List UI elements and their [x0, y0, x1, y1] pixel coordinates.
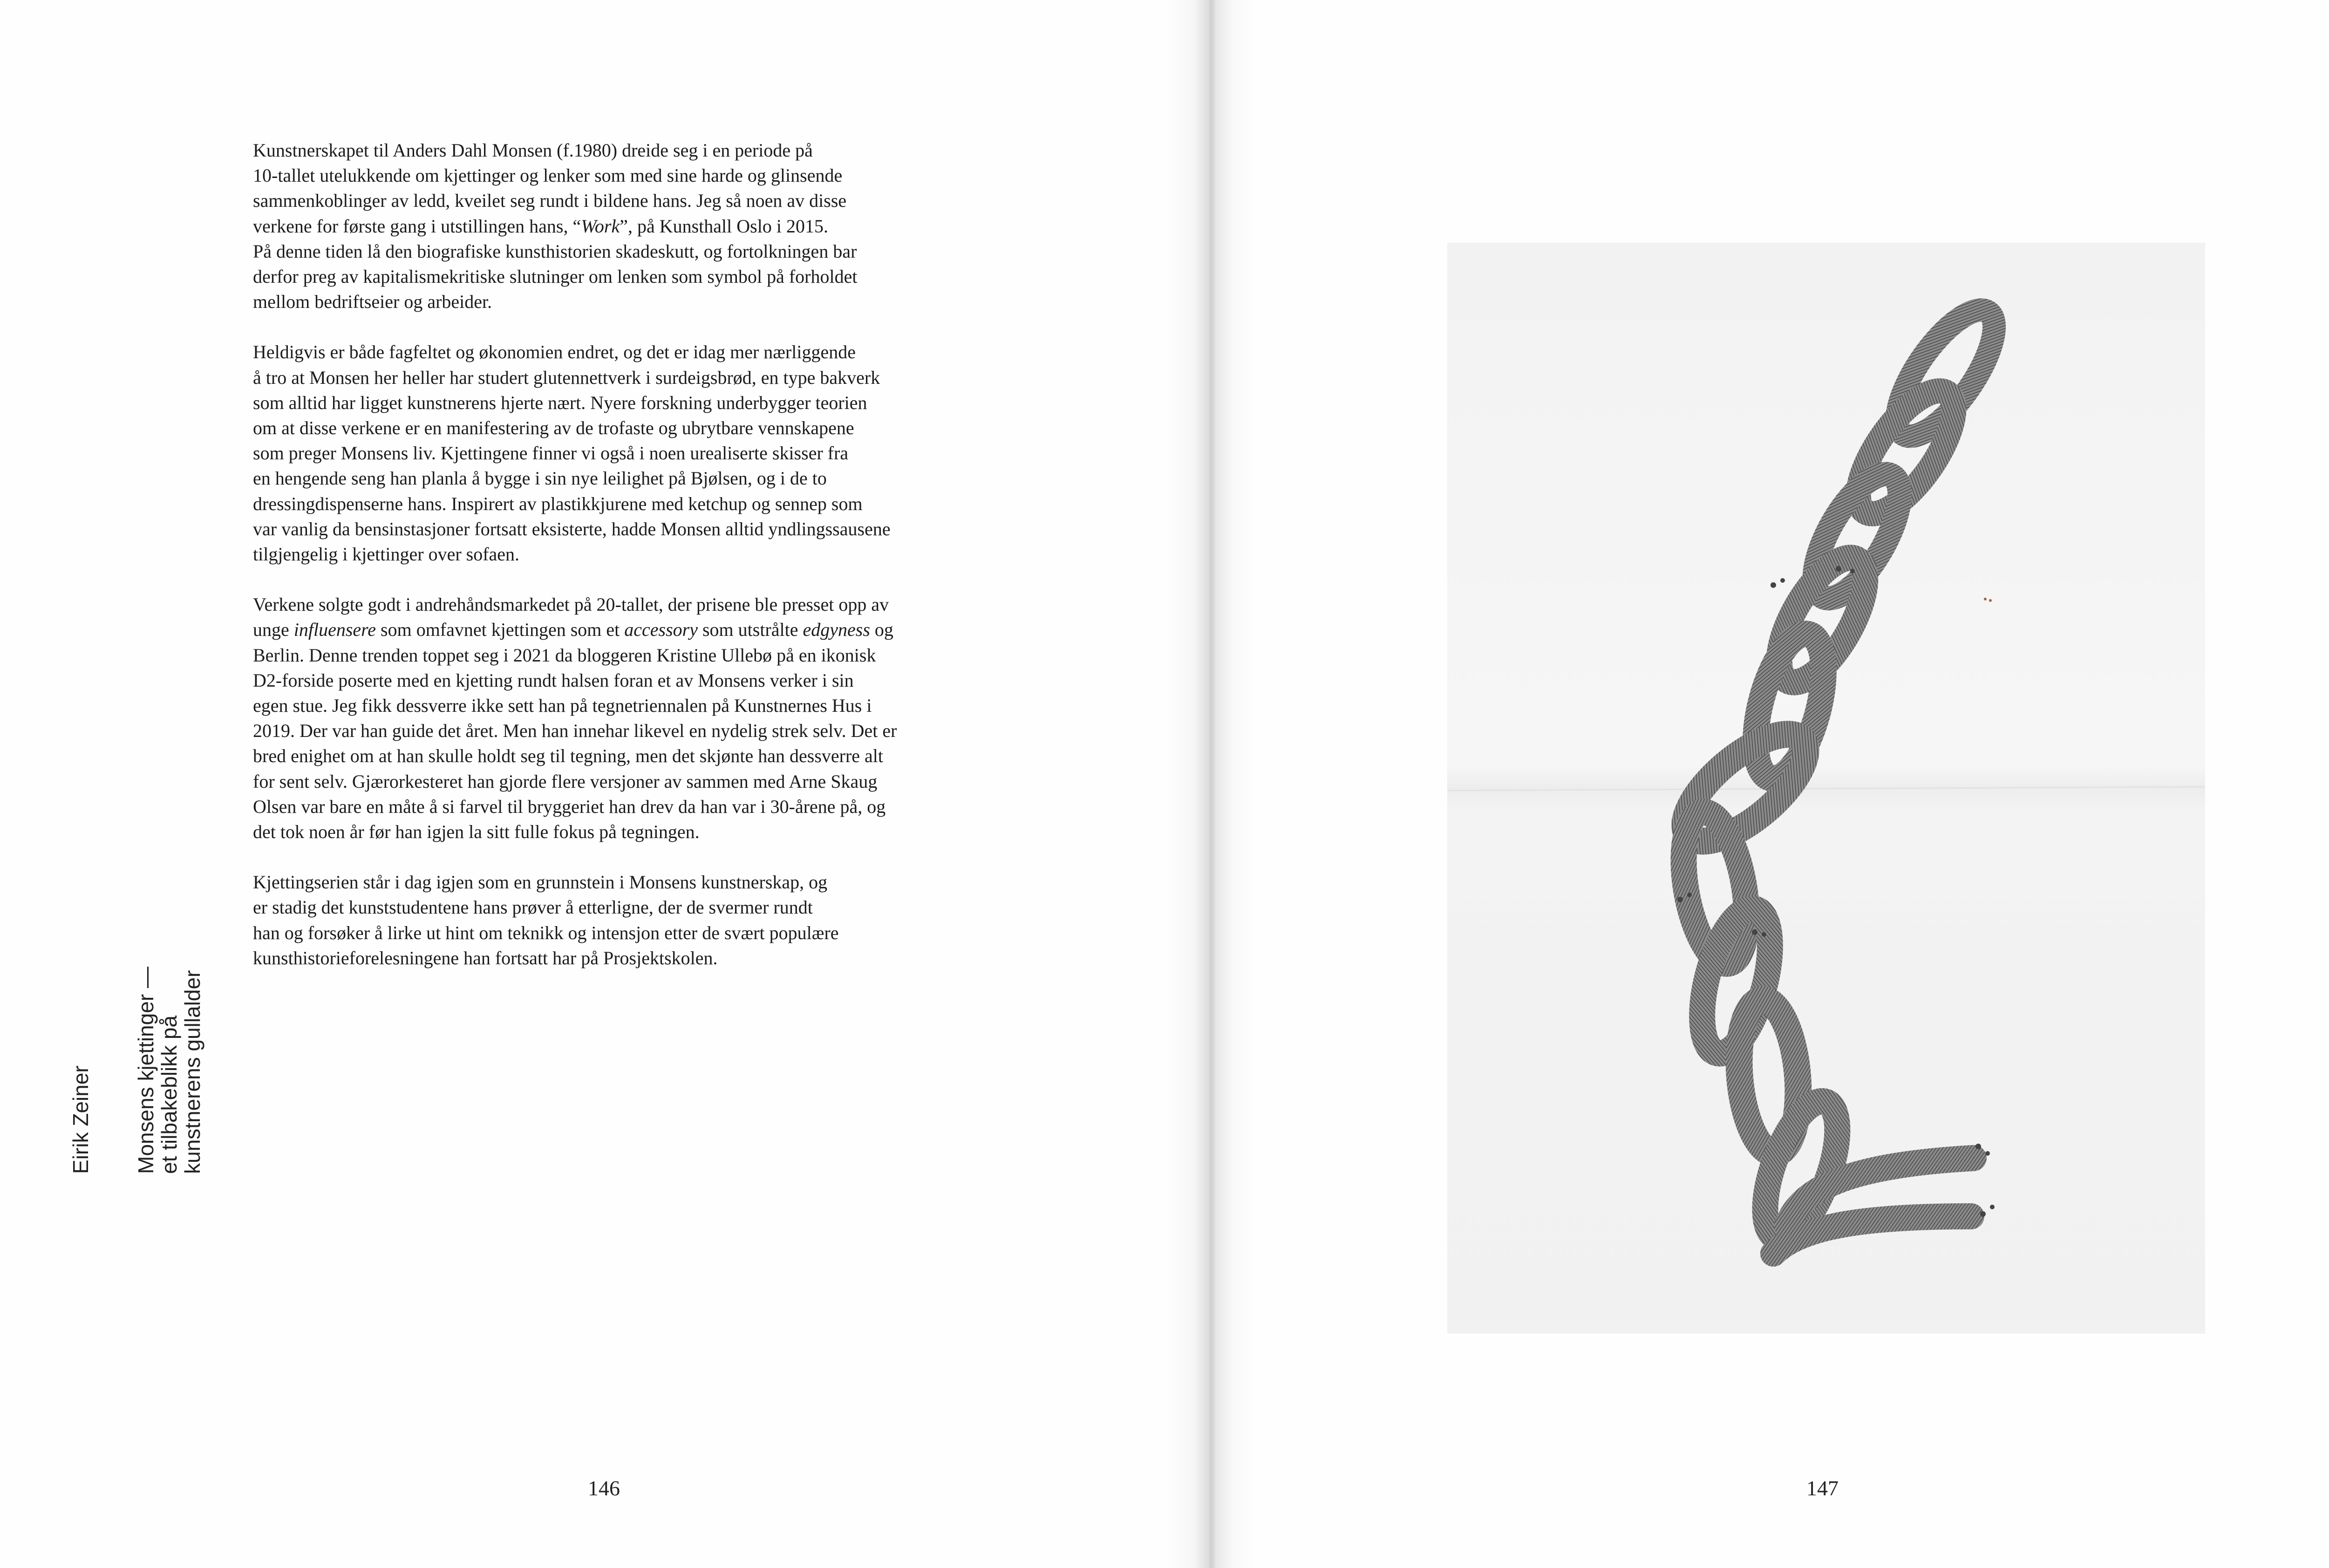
text-line: som preger Monsens liv. Kjettingene finner vi også i noen urealiserte skisser fra — [253, 443, 849, 464]
text-line: dressingdispenserne hans. Inspirert av plastikkjurene med ketchup og sennep som — [253, 493, 863, 514]
text-line: Heldigvis er både fagfeltet og økonomien endret, og det er idag mer nærliggende — [253, 341, 856, 363]
text-line: som alltid har ligget kunstnerens hjerte nært. Nyere forskning underbygger teorien — [253, 392, 867, 413]
text-line: 10-tallet utelukkende om kjettinger og lenker som med sine harde og glinsende — [253, 165, 843, 186]
text-line: å tro at Monsen her heller har studert glutennettverk i surdeigsbrød, en type bakverk — [253, 367, 880, 388]
paragraph-3 — [253, 592, 970, 845]
text-line: egen stue. Jeg fikk dessverre ikke sett han på tegnetriennalen på Kunstnernes Hus i — [253, 695, 872, 716]
text-line: var vanlig da bensinstasjoner fortsatt eksisterte, hadde Monsen alltid yndlingssausene — [253, 518, 891, 539]
book-gutter-shadow — [1167, 0, 1255, 1568]
text-line: D2-forside poserte med en kjetting rundt halsen foran et av Monsens verker i sin — [253, 669, 854, 691]
text-line: Kunstnerskapet til Anders Dahl Monsen (f.1980) dreide seg i en periode på — [253, 140, 813, 161]
text-line: mellom bedriftseier og arbeider. — [253, 291, 492, 313]
text-line: Olsen var bare en måte å si farvel til bryggeriet han drev da han var i 30-årene på, og — [253, 796, 886, 817]
article-body — [253, 138, 970, 996]
text-line: Berlin. Denne trenden toppet seg i 2021 da bloggeren Kristine Ullebø på en ikonisk — [253, 644, 876, 666]
text-line: om at disse verkene er en manifestering av de trofaste og ubrytbare vennskapene — [253, 417, 854, 439]
page-number-left: 146 — [588, 1476, 620, 1500]
text-line: er stadig det kunststudentene hans prøver å etterligne, der de svermer rundt — [253, 897, 813, 918]
text-line: han og forsøker å lirke ut hint om teknikk og intensjon etter de svært populære — [253, 922, 839, 943]
text-line: 2019. Der var han guide det året. Men han innehar likevel en nydelig strek selv. Det er — [253, 720, 897, 742]
text-line: bred enighet om at han skulle holdt seg til tegning, men det skjønte han dessverre alt — [253, 745, 884, 767]
text-line: derfor preg av kapitalismekritiske slutninger om lenken som symbol på forholdet — [253, 266, 858, 287]
vertical-heading — [69, 967, 204, 1174]
title-line: kunstnerens gullalder — [180, 970, 204, 1174]
text-line: unge influensere som omfavnet kjettingen som et accessory som utstrålte edgyness og — [253, 619, 893, 641]
title-line: et tilbakeblikk på — [157, 1015, 181, 1174]
text-line: tilgjengelig i kjettinger over sofaen. — [253, 544, 520, 565]
text-line: for sent selv. Gjærorkesteret han gjorde flere versjoner av sammen med Arne Skaug — [253, 770, 878, 792]
text-line: På denne tiden lå den biografiske kunsthistorien skadeskutt, og fortolkningen bar — [253, 240, 857, 262]
paragraph-2 — [253, 340, 970, 567]
text-line: Kjettingserien står i dag igjen som en grunnstein i Monsens kunstnerskap, og — [253, 872, 828, 893]
paragraph-1 — [253, 138, 970, 314]
page-number-right: 147 — [1806, 1476, 1839, 1500]
text-line: sammenkoblinger av ledd, kveilet seg rundt i bildene hans. Jeg så noen av disse — [253, 190, 847, 211]
author-name: Eirik Zeiner — [68, 1065, 93, 1174]
chain-drawing-icon — [1447, 243, 2205, 1334]
text-line: en hengende seng han planla å bygge i sin nye leilighet på Bjølsen, og i de to — [253, 468, 827, 489]
text-line: verkene for første gang i utstillingen hans, “Work”, på Kunsthall Oslo i 2015. — [253, 215, 828, 237]
title-line: Monsens kjettinger — — [134, 967, 158, 1174]
text-line: Verkene solgte godt i andrehåndsmarkedet på 20-tallet, der prisene ble presset opp av — [253, 594, 889, 615]
text-line: det tok noen år før han igjen la sitt fulle fokus på tegningen. — [253, 821, 700, 843]
text-line: kunsthistorieforelesningene han fortsatt har på Prosjektskolen. — [253, 947, 718, 968]
paragraph-4 — [253, 870, 970, 971]
chain-drawing-image — [1447, 243, 2205, 1334]
